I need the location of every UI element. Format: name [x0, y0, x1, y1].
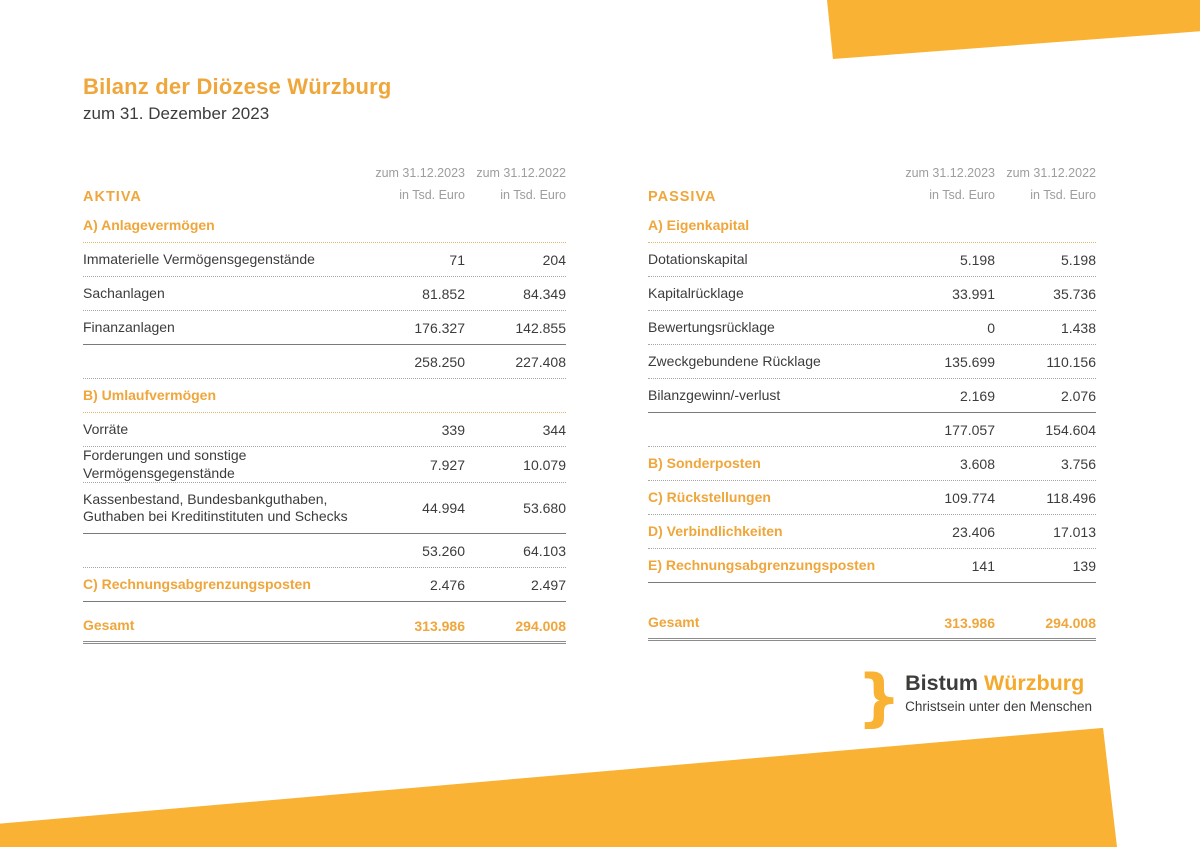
section-row-with-values [83, 568, 566, 601]
brace-bracket-icon: } [857, 661, 902, 734]
section-label: C) Rückstellungen [648, 488, 771, 505]
row-value-2022: 154.604 [1045, 421, 1096, 438]
row-value-2023: 135.699 [944, 353, 995, 370]
separator-solid [648, 582, 1096, 583]
separator-double [648, 638, 1096, 641]
column-header-2023 [898, 162, 995, 206]
row-value-2022: 53.680 [523, 500, 566, 516]
brand-name [905, 671, 1084, 695]
row-value-2023: 141 [971, 557, 995, 574]
column-header-2022-unit: in Tsd. Euro [500, 188, 566, 202]
row-value-2022: 2.076 [1060, 387, 1096, 404]
total-row [83, 611, 566, 641]
row-value-2022: 5.198 [1060, 251, 1096, 268]
row-value-2023: 339 [441, 421, 465, 438]
subtotal-row [83, 534, 566, 567]
subtotal-row [648, 413, 1096, 446]
column-header-2023-date: zum 31.12.2023 [375, 166, 465, 180]
section-label: D) Verbindlichkeiten [648, 522, 783, 539]
row-label-line1: Kassenbestand, Bundesbankguthaben, [83, 490, 328, 507]
section-row-with-values [648, 515, 1096, 548]
brand-claim: Christsein unter den Menschen [905, 698, 1092, 714]
row-label: Bilanzgewinn/-verlust [648, 386, 781, 403]
table-row [648, 277, 1096, 310]
section-row-with-values [648, 481, 1096, 514]
total-label: Gesamt [83, 617, 135, 634]
section-label: A) Anlagevermögen [83, 216, 215, 233]
total-row [648, 608, 1096, 638]
column-header-2022-date: zum 31.12.2022 [1006, 166, 1096, 180]
row-label: Bewertungsrücklage [648, 318, 775, 335]
column-header-2023-unit: in Tsd. Euro [399, 188, 465, 202]
passiva-table-header [648, 163, 1096, 209]
top-right-banner-shape [827, 0, 1200, 59]
section-label: C) Rechnungsabgrenzungsposten [83, 575, 311, 592]
total-value-2022: 294.008 [515, 618, 566, 634]
table-row [83, 483, 566, 533]
table-row [83, 311, 566, 344]
table-row [83, 447, 566, 482]
row-value-2023: 177.057 [944, 421, 995, 438]
separator-double [83, 641, 566, 644]
brand-name-dark: Bistum [905, 671, 979, 695]
page-subtitle: zum 31. Dezember 2023 [83, 104, 270, 123]
row-label: Finanzanlagen [83, 318, 175, 335]
total-label: Gesamt [648, 614, 700, 631]
aktiva-heading: AKTIVA [83, 189, 142, 205]
row-value-2023: 2.476 [429, 576, 465, 593]
row-value-2022: 118.496 [1046, 489, 1096, 506]
passiva-heading: PASSIVA [648, 189, 717, 205]
section-row-with-values [648, 447, 1096, 480]
logo-text-block [905, 671, 1092, 714]
table-row [648, 379, 1096, 412]
section-label: E) Rechnungsabgrenzungsposten [648, 556, 876, 573]
separator-solid [83, 601, 566, 602]
total-value-2023: 313.986 [944, 615, 995, 631]
row-label: Vorräte [83, 420, 129, 437]
row-value-2023: 109.774 [944, 489, 995, 506]
row-value-2023: 2.169 [959, 387, 995, 404]
row-value-2022: 64.103 [523, 542, 566, 559]
subtotal-row [83, 345, 566, 378]
row-value-2022: 84.349 [523, 285, 566, 302]
page-title: Bilanz der Diözese Würzburg [83, 74, 392, 99]
passiva-table [648, 163, 1096, 641]
row-value-2023: 44.994 [422, 500, 465, 516]
row-label: Dotationskapital [648, 250, 748, 267]
table-row [83, 413, 566, 446]
section-heading-row [83, 379, 566, 412]
row-value-2023: 53.260 [422, 542, 465, 559]
column-header-2023-unit: in Tsd. Euro [929, 188, 995, 202]
row-value-2022: 35.736 [1053, 285, 1096, 302]
row-label: Zweckgebundene Rücklage [648, 352, 821, 369]
row-value-2022: 2.497 [530, 576, 566, 593]
table-row [648, 345, 1096, 378]
row-value-2022: 17.013 [1053, 523, 1096, 540]
table-row [648, 311, 1096, 344]
row-value-2023: 81.852 [422, 285, 465, 302]
column-header-2022 [469, 162, 566, 206]
column-header-2022 [999, 162, 1096, 206]
section-label: A) Eigenkapital [648, 216, 750, 233]
row-value-2022: 344 [542, 421, 566, 438]
row-label: Immaterielle Vermögensgegenstände [83, 250, 315, 267]
aktiva-table-header [83, 163, 566, 209]
row-label: Kapitalrücklage [648, 284, 744, 301]
row-value-2022: 142.855 [515, 319, 566, 336]
row-value-2023: 23.406 [952, 523, 995, 540]
row-value-2022: 1.438 [1060, 319, 1096, 336]
row-value-2023: 33.991 [952, 285, 995, 302]
table-row [83, 277, 566, 310]
row-value-2023: 7.927 [429, 456, 465, 473]
aktiva-table [83, 163, 566, 644]
row-value-2023: 5.198 [959, 251, 995, 268]
row-value-2022: 10.079 [523, 456, 566, 473]
row-value-2023: 3.608 [959, 455, 995, 472]
row-value-2022: 3.756 [1060, 455, 1096, 472]
row-value-2023: 71 [449, 251, 465, 268]
row-value-2022: 227.408 [515, 353, 566, 370]
section-heading-row [648, 209, 1096, 242]
column-header-2022-unit: in Tsd. Euro [1030, 188, 1096, 202]
row-label: Forderungen und sonstige Vermögensgegenstände [83, 447, 247, 481]
title-block [83, 74, 392, 124]
total-value-2022: 294.008 [1045, 615, 1096, 631]
row-value-2023: 0 [987, 319, 995, 336]
row-value-2023: 258.250 [414, 353, 465, 370]
column-header-2023-date: zum 31.12.2023 [905, 166, 995, 180]
table-row [648, 243, 1096, 276]
row-label-line2: Guthaben bei Kreditinstituten und Schecks [83, 508, 348, 524]
row-label [83, 491, 364, 526]
column-header-2023 [368, 162, 465, 206]
section-heading-row [83, 209, 566, 242]
row-value-2022: 139 [1072, 557, 1096, 574]
brand-name-orange: Würzburg [984, 671, 1085, 695]
column-header-2022-date: zum 31.12.2022 [476, 166, 566, 180]
table-row [83, 243, 566, 276]
bistum-wuerzburg-logo [857, 661, 1092, 734]
bottom-banner-shape [0, 724, 1117, 847]
row-value-2023: 176.327 [414, 319, 465, 336]
row-value-2022: 110.156 [1046, 353, 1096, 370]
section-row-with-values [648, 549, 1096, 582]
section-label: B) Umlaufvermögen [83, 386, 217, 403]
row-label: Sachanlagen [83, 284, 165, 301]
section-label: B) Sonderposten [648, 454, 761, 471]
total-value-2023: 313.986 [414, 618, 465, 634]
row-value-2022: 204 [542, 251, 566, 268]
